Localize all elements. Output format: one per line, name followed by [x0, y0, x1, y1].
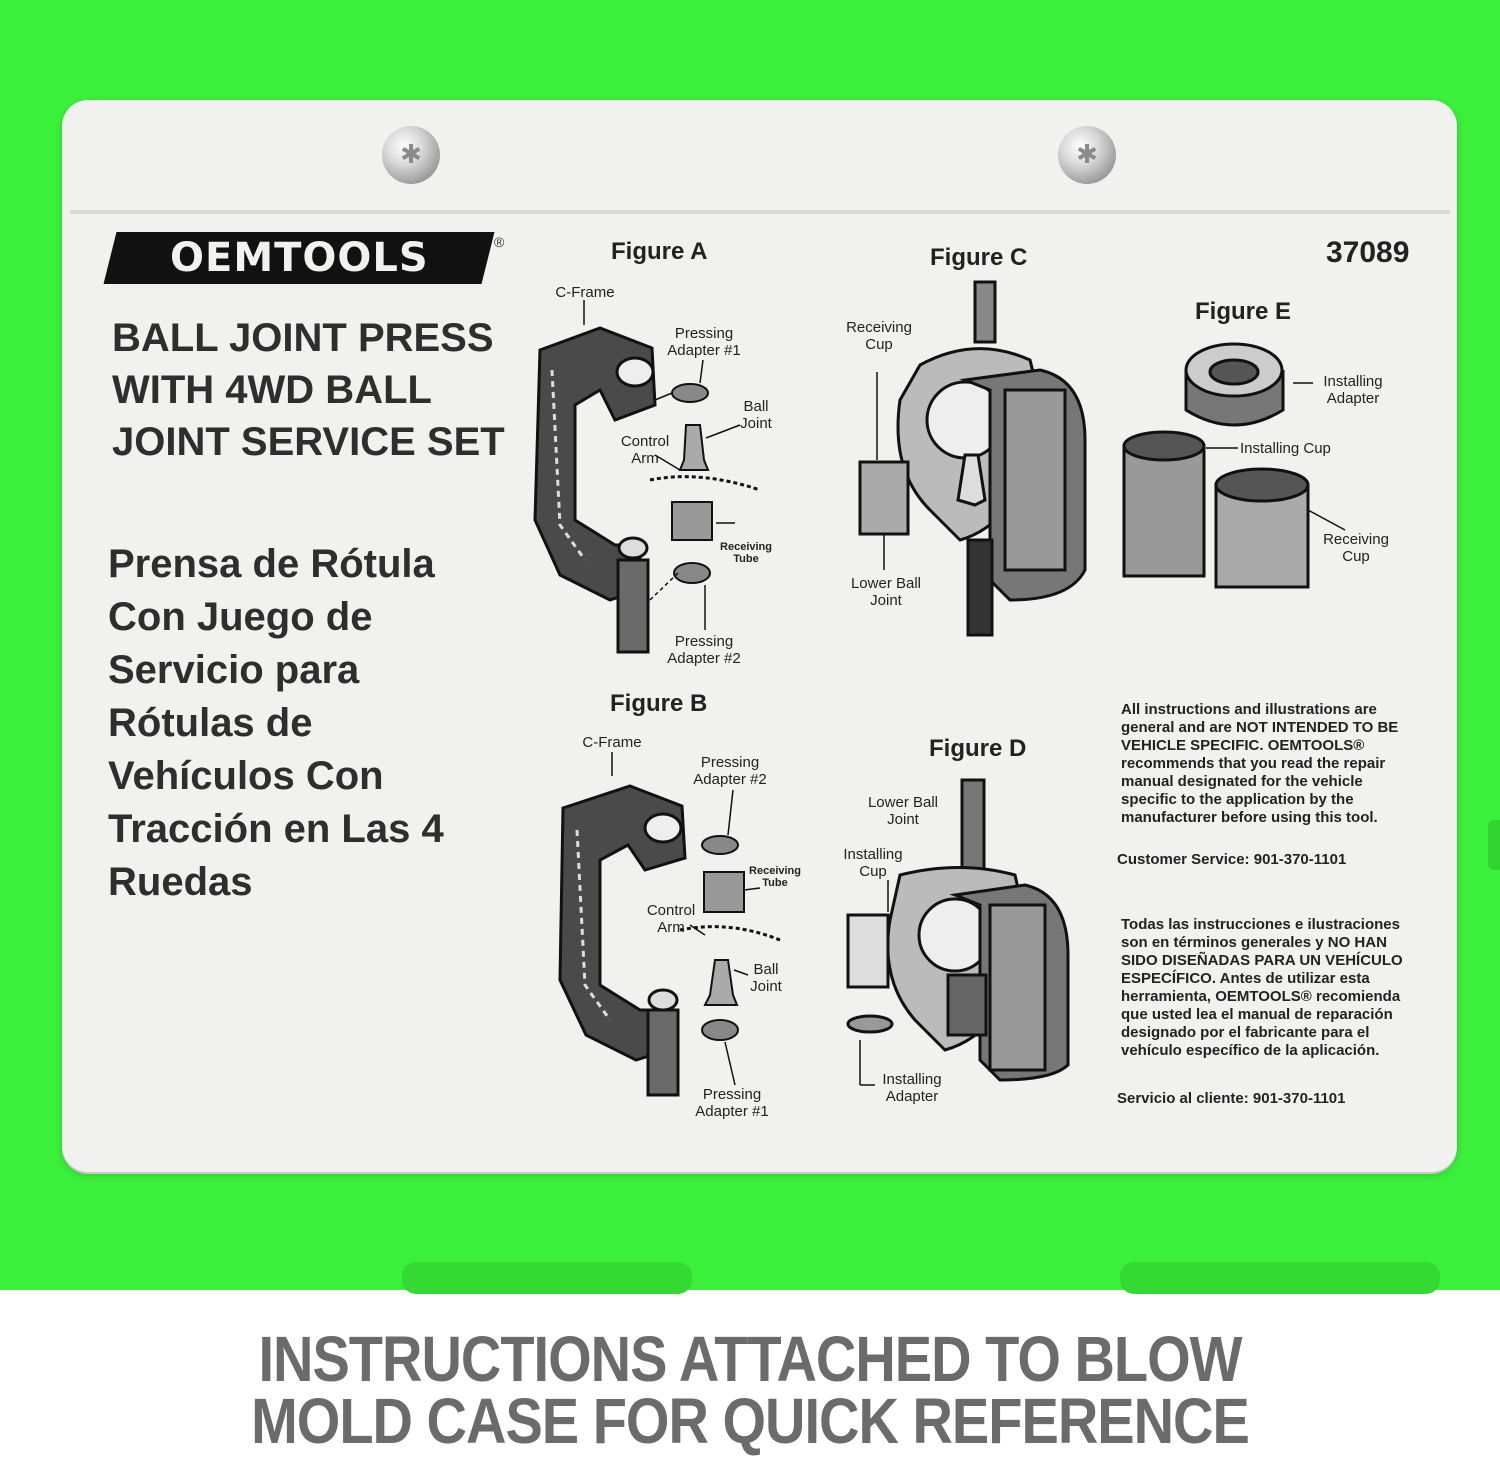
figure-d-title: Figure D	[929, 735, 1027, 762]
figure-e-label-installing-cup: Installing Cup	[1240, 440, 1331, 457]
figure-c-label-receiving-cup: Receiving Cup	[846, 319, 912, 353]
figure-a-label-control-arm: Control Arm	[620, 433, 670, 467]
figure-d-label-lower-ball-joint: Lower Ball Joint	[867, 794, 939, 828]
figure-c-label-lower-ball-joint: Lower Ball Joint	[850, 575, 922, 609]
oemtools-logo: OEMTOOLS	[104, 232, 495, 284]
rivet-icon: ✱	[1058, 126, 1116, 184]
figure-e-drawing	[1124, 344, 1308, 587]
rivet-icon: ✱	[382, 126, 440, 184]
figure-a-label-pressing-adapter-1: Pressing Adapter #1	[667, 325, 741, 359]
figure-b-title: Figure B	[610, 690, 708, 717]
figure-d-label-installing-adapter: Installing Adapter	[882, 1071, 942, 1105]
figure-e-label-receiving-cup: Receiving Cup	[1323, 531, 1389, 565]
figure-a-label-receiving-tube: Receiving Tube	[720, 541, 772, 565]
disclaimer-english: All instructions and illustrations are general and are NOT INTENDED TO BE VEHICLE SPECIFIC. OEMTOOLS® recommends that you read the repair manual designated for the vehicle specific to the application by the manufacturer before using this tool.	[1121, 701, 1399, 826]
model-number: 37089	[1326, 236, 1410, 269]
title-english: BALL JOINT PRESS WITH 4WD BALL JOINT SERVICE SET	[112, 316, 505, 464]
figure-b-label-pressing-adapter-1: Pressing Adapter #1	[695, 1086, 769, 1120]
figure-b-label-control-arm: Control Arm	[646, 902, 696, 936]
caption-line-1: INSTRUCTIONS ATTACHED TO BLOW	[258, 1322, 1242, 1395]
figure-b-label-c-frame: C-Frame	[582, 734, 642, 751]
title-spanish: Prensa de Rótula Con Juego de Servicio para Rótulas de Vehículos Con Tracción en Las 4 Ruedas	[108, 542, 444, 904]
customer-service-spanish: Servicio al cliente: 901-370-1101	[1117, 1090, 1346, 1107]
figure-a-c-frame-drawing	[535, 328, 655, 652]
figure-e-title: Figure E	[1195, 298, 1292, 325]
figure-a-label-c-frame: C-Frame	[555, 284, 615, 301]
registered-mark: ®	[494, 234, 505, 250]
figure-e-label-installing-adapter: Installing Adapter	[1323, 373, 1383, 407]
figure-a-label-ball-joint: Ball Joint	[740, 398, 772, 432]
figure-a-title: Figure A	[611, 238, 708, 265]
figure-c-title: Figure C	[930, 244, 1028, 271]
customer-service-english: Customer Service: 901-370-1101	[1117, 851, 1347, 868]
figure-a-label-pressing-adapter-2: Pressing Adapter #2	[667, 633, 741, 667]
figure-d-label-installing-cup: Installing Cup	[843, 846, 903, 880]
disclaimer-spanish: Todas las instrucciones e ilustraciones son en términos generales y NO HAN SIDO DISEÑADAS PARA UN VEHÍCULO ESPECÍFICO. Antes de utilizar esta herramienta, OEMTOOLS® recomienda que usted lea el manual de reparación designado por el fabricante para el vehículo específico de la aplicación.	[1121, 916, 1403, 1059]
figure-b-c-frame-drawing	[560, 786, 685, 1095]
caption-line-2: MOLD CASE FOR QUICK REFERENCE	[251, 1384, 1249, 1457]
figure-b-label-ball-joint: Ball Joint	[750, 961, 782, 995]
figure-b-label-pressing-adapter-2: Pressing Adapter #2	[693, 754, 767, 788]
figure-b-label-receiving-tube: Receiving Tube	[749, 865, 801, 889]
